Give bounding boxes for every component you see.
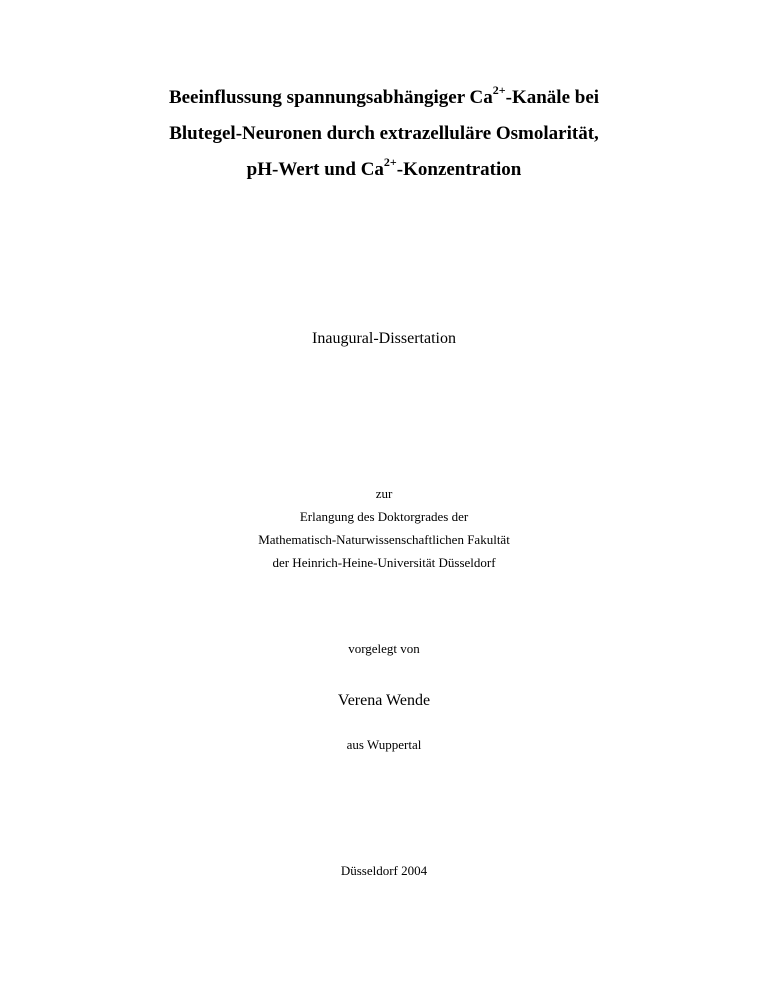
title-line-1-text-a: Beeinflussung spannungsabhängiger Ca: [168, 87, 493, 108]
place-and-year: Düsseldorf 2004: [340, 863, 428, 878]
title-line-1-text-b: -Kanäle bei: [505, 87, 600, 108]
title-line-3-superscript: 2+: [383, 154, 397, 169]
author-origin: aus Wuppertal: [346, 737, 422, 752]
dissertation-title: [0, 80, 768, 188]
title-line-1: [0, 80, 768, 116]
purpose-line-2: Erlangung des Doktorgrades der: [299, 509, 469, 524]
dissertation-purpose: [0, 482, 768, 574]
purpose-line-1: zur: [375, 486, 393, 501]
presented-by-label: vorgelegt von: [348, 641, 420, 656]
title-line-3: [0, 152, 768, 188]
title-line-2: Blutegel-Neuronen durch extrazelluläre Osmolarität,: [169, 123, 599, 144]
degree-type: Inaugural-Dissertation: [312, 330, 456, 347]
purpose-line-3: Mathematisch-Naturwissenschaftlichen Fakultät: [258, 532, 510, 547]
purpose-line-4: der Heinrich-Heine-Universität Düsseldorf: [272, 555, 496, 570]
title-line-1-superscript: 2+: [492, 82, 506, 97]
author-name: Verena Wende: [337, 692, 431, 709]
title-line-3-text-b: -Konzentration: [396, 159, 522, 180]
title-line-3-text-a: pH-Wert und Ca: [246, 159, 384, 180]
